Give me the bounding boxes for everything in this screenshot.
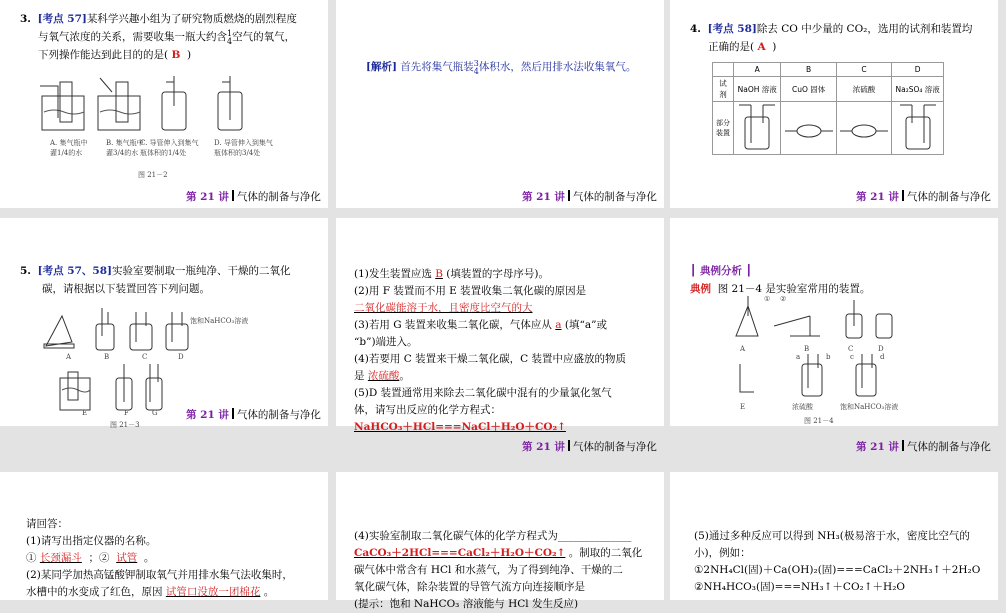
option-d-label: D. 导管伸入到集气 瓶体积的3/4处 xyxy=(214,139,273,157)
figure-caption: 图 21－4 xyxy=(804,417,834,425)
device-b-icon xyxy=(785,103,833,151)
sulfuric-label: 浓硫酸 xyxy=(792,403,813,411)
slide-footer: 第 21 讲 气体的制备与净化 xyxy=(856,191,991,203)
label-2: ② xyxy=(780,295,787,303)
figure-caption: 图 21－2 xyxy=(138,171,168,179)
question-text: 3. [考点 57]某科学兴趣小组为了研究物质燃烧的剧烈程度 与氧气浓度的关系，需要收集一瓶大约含1 4空气的氧气， 下列操作能达到此目的的是( B ) xyxy=(20,13,297,61)
device-label: A xyxy=(740,345,746,353)
slide-answers-4 xyxy=(336,472,664,610)
slide-question-ammonia xyxy=(670,472,998,600)
slide-footer: 第 21 讲 气体的制备与净化 xyxy=(186,191,321,203)
option-c-label: C. 导管伸入到集气 瓶体积的1/4处 xyxy=(140,139,199,157)
device-label: B xyxy=(804,345,810,353)
slide-footer: 第 21 讲 气体的制备与净化 xyxy=(522,191,657,203)
answers-text: 请回答： (1)请写出指定仪器的名称。 ① 长颈漏斗 ；② 试管 。 (2)某同学加热高锰酸钾制取氧气并用排水集气法收集时， 水槽中的水变成了红色，原因 试管口没放一团棉花 。 xyxy=(26,518,293,598)
question-text: (5)通过多种反应可以得到 NH₃(极易溶于水，密度比空气的 小)，例如： ①2NH₄Cl(固)＋Ca(OH)₂(固)===CaCl₂＋2NH₃↑＋2H₂O ②NH₄HCO₃(固)===NH₃↑＋CO₂↑＋H₂O xyxy=(694,530,981,593)
slide-footer: 第 21 讲 气体的制备与净化 xyxy=(856,441,991,453)
answers-text: (1)发生装置应选 B (填装置的字母序号)。 (2)用 F 装置而不用 E 装置收集二氧化碳的原因是 二氧化碳能溶于水，且密度比空气的大 (3)若用 G 装置来收集二氧化碳，气体应从 a (填“a”或 “b”)端进入。 (4)若要用 C 装置来干燥二氧化碳，C 装置中应盛放的物质 是 浓硫酸。 (5)D 装置通常用来除去二氧化碳中混有的少量氯化氢气 体，请写出反应的化学方程式： NaHCO₃＋HCl===NaCl＋H₂O＋CO₂↑ xyxy=(354,268,626,433)
device-label: E xyxy=(740,403,746,411)
option-b-label: B. 集气瓶中 灌3/4的水 xyxy=(106,139,144,157)
slide-explanation-3 xyxy=(336,0,664,208)
device-label: D xyxy=(878,345,884,353)
slide-example xyxy=(670,218,998,453)
gas-collection-figure xyxy=(40,76,280,136)
explanation-text: [解析] 首先将集气瓶装3 4体积水，然后用排水法收集氧气。 xyxy=(366,59,637,76)
device-label: F xyxy=(124,409,129,417)
slide-footer: 第 21 讲 气体的制备与净化 xyxy=(186,409,321,421)
slide-question-5 xyxy=(0,218,328,429)
figure-caption: 图 21－3 xyxy=(110,421,140,429)
slide-question-3 xyxy=(0,0,328,208)
example-heading: ┃ 典例分析 ┃ 典例 图 21－4 是实验室常用的装置。 xyxy=(690,265,871,295)
option-a-label: A. 集气瓶中 灌1/4的水 xyxy=(50,139,88,157)
device-label: E xyxy=(82,409,88,417)
device-label: G xyxy=(152,409,158,417)
answers-text: (4)实验室制取二氧化碳气体的化学方程式为______________ CaCO₃＋2HCl===CaCl₂＋H₂O＋CO₂↑ 。制取的二氧化 碳气体中常含有 HCl 和水蒸气，为了得到纯净、干燥的二 氧化碳气体，除杂装置的导管气流方向连接顺序是 (提示：饱和 NaHCO₃ 溶液能与 HCl 发生反应) xyxy=(354,530,643,610)
nahco3-label: 饱和NaHCO₃溶液 xyxy=(840,403,899,411)
device-label: A xyxy=(66,353,72,361)
port-label-b: b xyxy=(826,353,831,361)
slide-footer: 第 21 讲 气体的制备与净化 xyxy=(522,441,657,453)
device-label: B xyxy=(104,353,110,361)
port-label-a: a xyxy=(796,353,801,361)
port-label-c: c xyxy=(850,353,854,361)
device-label: C xyxy=(848,345,854,353)
nahco3-label: 饱和NaHCO₃溶液 xyxy=(190,317,249,325)
port-label-d: d xyxy=(880,353,885,361)
device-label: D xyxy=(178,353,184,361)
question-text: 4. [考点 58]除去 CO 中少量的 CO₂，选用的试剂和装置均 正确的是( A ) xyxy=(690,23,973,53)
label-1: ① xyxy=(764,295,771,303)
device-d-icon xyxy=(898,103,938,151)
slide-answers-5 xyxy=(336,218,664,453)
slide-question-4 xyxy=(670,0,998,208)
device-label: C xyxy=(142,353,148,361)
reagent-table: A B C D 试剂 NaOH 溶液 CuO 固体 浓硫酸 Na₂SO₄ 溶液 部分装置 xyxy=(712,62,944,155)
device-a-icon xyxy=(737,103,777,151)
question-text: 5. [考点 57、58]实验室要制取一瓶纯净、干燥的二氧化 碳，请根据以下装置回答下列问题。 xyxy=(20,265,291,295)
device-c-icon xyxy=(840,103,888,151)
slide-answers-1-2 xyxy=(0,472,328,600)
